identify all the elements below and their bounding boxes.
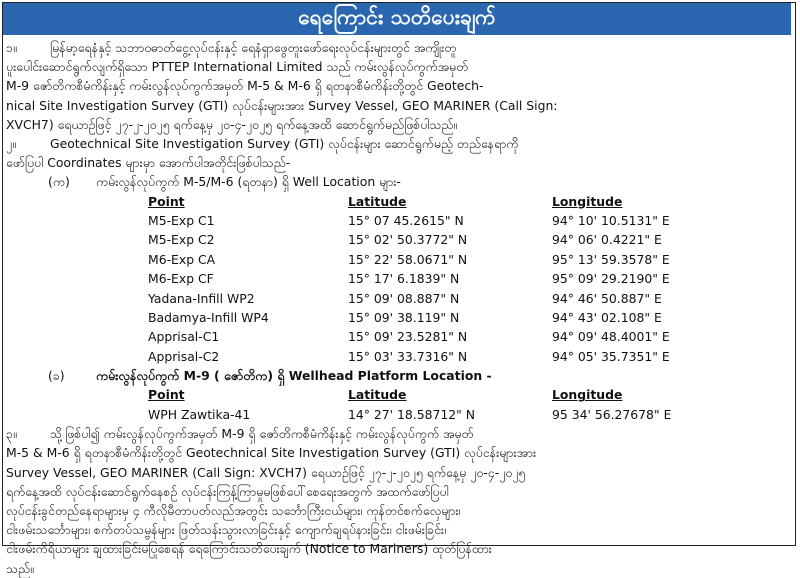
longitude-cell: 94° 05' 35.7351" E <box>552 348 670 364</box>
text-line: XVCH7) ရေယာဉ်ဖြင့် ၂၇-၂-၂၀၂၅ ရက်နေ့မှ ၂၀-၄-၂၀၂၅ ရက်နေ့အထိ ဆောင်ရွက်မည်ဖြစ်ပါသည်။ <box>6 116 458 132</box>
column-header-point: Point <box>148 193 185 209</box>
longitude-cell: 95° 13' 59.3578" E <box>552 251 670 267</box>
paragraph-1 <box>6 38 790 134</box>
column-header-longitude: Longitude <box>552 193 623 209</box>
wellhead-platform-table <box>6 385 790 424</box>
paragraph-3 <box>6 424 790 578</box>
point-cell: Apprisal-C2 <box>148 348 220 364</box>
section-mark: (ခ) <box>48 368 65 384</box>
section-mark: (က) <box>48 174 70 190</box>
point-cell: M5-Exp C2 <box>148 232 215 248</box>
longitude-cell: 95 34' 56.27678" E <box>552 406 672 422</box>
longitude-cell: 94° 10' 10.5131" E <box>552 213 670 229</box>
section-title: ကမ်းလွန်လုပ်ကွက် M-9 ( ဇော်တိက) ရှိ Wellhead Platform Location - <box>96 368 492 384</box>
section-a-heading <box>6 172 790 191</box>
latitude-cell: 15° 02' 50.3772" N <box>348 232 468 248</box>
point-cell: Apprisal-C1 <box>148 329 220 345</box>
section-b-heading <box>6 366 790 385</box>
column-header-longitude: Longitude <box>552 387 623 403</box>
longitude-cell: 94° 09' 48.4001" E <box>552 329 670 345</box>
point-cell: M6-Exp CF <box>148 271 214 287</box>
table-row <box>6 405 790 424</box>
latitude-cell: 15° 22' 58.0671" N <box>348 251 468 267</box>
table-row <box>6 327 790 346</box>
table-row <box>6 250 790 269</box>
table-row <box>6 211 790 230</box>
table-row <box>6 289 790 308</box>
table-row <box>6 269 790 288</box>
latitude-cell: 15° 09' 23.5281" N <box>348 329 468 345</box>
latitude-cell: 15° 17' 6.1839" N <box>348 271 460 287</box>
text-line: ငါးဖမ်းကိရိယာများ ချထားခြင်းမပြုစေရန် ရေကြောင်းသတိပေးချက် (Notice to Mariners) ထုတ်ပြန်ထား <box>6 541 492 557</box>
text-line: သည်။ <box>6 560 34 576</box>
latitude-cell: 15° 09' 08.887" N <box>348 290 460 306</box>
text-line: လုပ်ငန်းခွင်တည်နေရာများမှ ၄ ကီလိုမီတာပတ်လည်အတွင်း သင်္ဘောကြီးငယ်များ၊ ကုန်တင်စက်လှေများ၊ <box>6 502 461 518</box>
latitude-cell: 15° 03' 33.7316" N <box>348 348 468 364</box>
text-line: ပူးပေါင်းဆောင်ရွက်လျက်ရှိသော PTTEP International Limited သည် ကမ်းလွန်လုပ်ကွက်အမှတ် <box>6 59 469 75</box>
column-header-point: Point <box>148 387 185 403</box>
longitude-cell: 94° 43' 02.108" E <box>552 309 662 325</box>
table-row <box>6 308 790 327</box>
point-cell: M5-Exp C1 <box>148 213 215 229</box>
point-cell: WPH Zawtika-41 <box>148 406 251 422</box>
text-line: မြန်မာ့ရေနံနှင့် သဘာဝဓာတ်ငွေ့လုပ်ငန်းနှင့် ရေနံရှာဖွေတူးဖော်ရေးလုပ်ငန်းများတွင် အကျိုးတူ <box>50 40 457 55</box>
latitude-cell: 15° 07 45.2615" N <box>348 213 464 229</box>
paragraph-number: ၁။ <box>6 40 17 55</box>
text-line: M-9 ဇော်တိကစီမံကိန်းနှင့် ကမ်းလွန်လုပ်ကွက်အမှတ် M-5 & M-6 ရှိ ရတနာစီမံကိန်းတို့တွင် Geotech- <box>6 78 484 94</box>
latitude-cell: 14° 27' 18.58712" N <box>348 406 476 422</box>
paragraph-2 <box>6 134 790 172</box>
text-line: ငါးဖမ်းသင်္ဘောများ၊ စက်တပ်သမ္ဗန်များ ဖြတ်သန်းသွားလာခြင်းနှင့် ကျောက်ချရပ်နားခြင်း၊ ငါးဖမ်းခြင်း၊ <box>6 522 447 538</box>
text-line: Geotechnical Site Investigation Survey (GTI) လုပ်ငန်းများ ဆောင်ရွက်မည့် တည်နေရာကို <box>50 136 519 152</box>
paragraph-number: ၃။ <box>6 426 17 442</box>
well-location-table <box>6 192 790 367</box>
point-cell: Yadana-Infill WP2 <box>148 290 255 306</box>
notice-title: ရေကြောင်း သတိပေးချက် <box>3 3 791 35</box>
point-cell: Badamya-Infill WP4 <box>148 309 269 325</box>
text-line: nical Site Investigation Survey (GTI) လုပ်ငန်းများအား Survey Vessel, GEO MARINER (Call Sign: <box>6 97 558 113</box>
paragraph-number: ၂။ <box>6 136 16 152</box>
longitude-cell: 94° 46' 50.887" E <box>552 290 662 306</box>
table-header-row <box>6 192 790 211</box>
text-line: Survey Vessel, GEO MARINER (Call Sign: XVCH7) ရေယာဉ်ဖြင့် ၂၇-၂-၂၀၂၅ ရက်နေ့မှ ၂၀-၄-၂၀၂၅ <box>6 464 526 480</box>
table-header-row <box>6 385 790 404</box>
longitude-cell: 94° 06' 0.4221" E <box>552 232 662 248</box>
latitude-cell: 15° 09' 38.119" N <box>348 309 460 325</box>
text-line: ရက်နေ့အထိ လုပ်ငန်းဆောင်ရွက်နေစဉ် လုပ်ငန်းကြန့်ကြာမှုမဖြစ်ပေါ်စေရေးအတွက် အထက်ဖော်ပြပါ <box>6 483 449 499</box>
table-row <box>6 347 790 366</box>
text-line: သို့ဖြစ်ပါ၍ ကမ်းလွန်လုပ်ကွက်အမှတ် M-9 ရှိ ဇော်တိကစီမံကိန်းနှင့် ကမ်းလွန်လုပ်ကွက် အမှတ် <box>50 426 474 442</box>
point-cell: M6-Exp CA <box>148 251 216 267</box>
section-title: ကမ်းလွန်လုပ်ကွက် M-5/M-6 (ရတနာ) ရှိ Well Location များ- <box>96 174 401 190</box>
text-line: M-5 & M-6 ရှိ ရတနာစီမံကိန်းတို့တွင် Geotechnical Site Investigation Survey (GTI) လုပ်ငန်းများအား <box>6 445 537 461</box>
longitude-cell: 95° 09' 29.2190" E <box>552 271 670 287</box>
column-header-latitude: Latitude <box>348 193 407 209</box>
text-line: ဖော်ပြပါ Coordinates များမှာ အောက်ပါအတိုင်းဖြစ်ပါသည်- <box>6 155 291 171</box>
notice-body <box>6 38 790 578</box>
column-header-latitude: Latitude <box>348 387 407 403</box>
table-row <box>6 230 790 249</box>
